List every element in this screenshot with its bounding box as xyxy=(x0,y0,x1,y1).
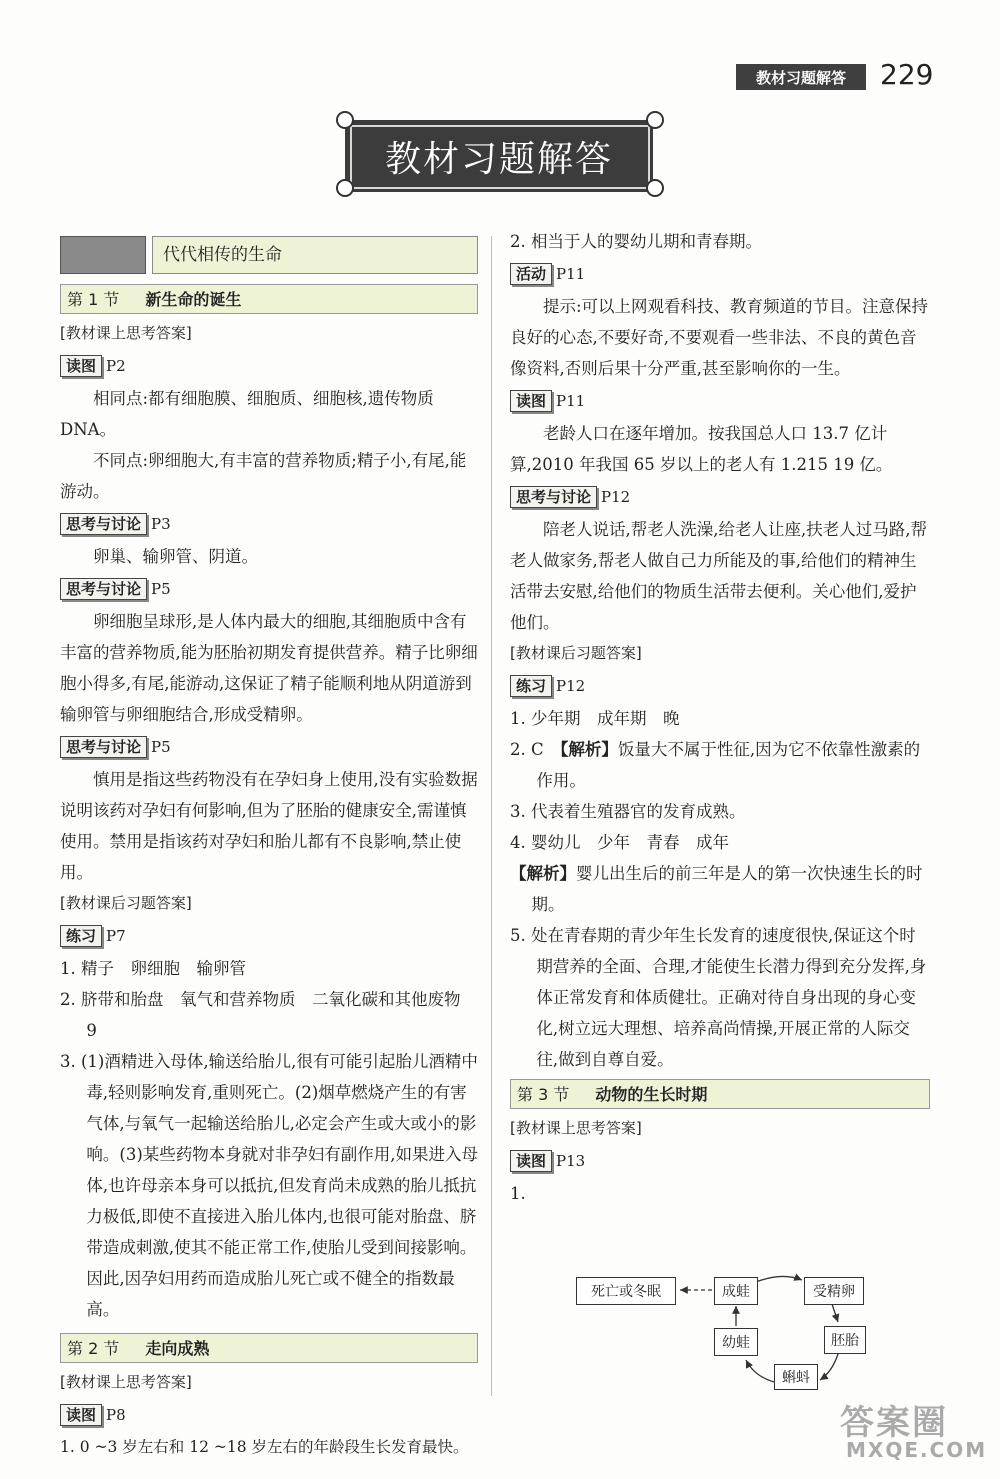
section-number: 第 1 节 xyxy=(67,289,120,309)
analysis-text: 婴儿出生后的前三年是人的第一次快速生长的时期。 xyxy=(531,864,923,914)
answer-text: 2. 相当于人的婴幼儿期和青春期。 xyxy=(510,232,762,251)
page-number: 229 xyxy=(880,58,934,91)
exercise-item xyxy=(510,858,930,920)
arrow xyxy=(832,1304,838,1322)
title-corner-dot xyxy=(646,179,664,197)
answer-text: 提示:可以上网观看科技、教育频道的节目。注意保持良好的心态,不要好奇,不要观看一些非法、不良的黄色音像资料,否则后果十分严重,甚至影响你的一生。 xyxy=(510,297,929,378)
node-adult-frog: 成蛙 xyxy=(714,1277,758,1305)
arrow xyxy=(746,1360,774,1382)
section-name: 走向成熟 xyxy=(145,1338,210,1358)
answer-text: 卵巢、输卵管、阴道。 xyxy=(93,547,258,566)
page-ref: P3 xyxy=(151,515,171,533)
node-tadpole: 蝌蚪 xyxy=(774,1364,818,1390)
page-ref: P11 xyxy=(556,265,586,283)
exercise-item: 1. xyxy=(510,1184,526,1203)
exercise-item: 2. 脐带和胎盘 氧气和营养物质 二氧化碳和其他废物 9 xyxy=(60,990,477,1040)
arrow xyxy=(756,1276,802,1282)
chapter-banner xyxy=(60,236,478,274)
read-tag: 读图 xyxy=(510,1150,552,1172)
watermark-logo: 答案圈 xyxy=(840,1403,948,1443)
answer-text: 不同点:卵细胞大,有丰富的营养物质;精子小,有尾,能游动。 xyxy=(60,451,467,501)
section-number: 第 2 节 xyxy=(67,1338,120,1358)
page-ref: P12 xyxy=(601,488,631,506)
node-juvenile-frog: 幼蛙 xyxy=(714,1328,758,1356)
think-tag: 思考与讨论 xyxy=(60,513,147,535)
exercise-item: 3. (1)酒精进入母体,输送给胎儿,很有可能引起胎儿酒精中毒,轻则影响发育,重则死亡。(2)烟草燃烧产生的有害气体,与氧气一起输送给胎儿,必定会产生或大或小的影响。(3)某些药物本身就对非孕妇有副作用,如果进入母体,也许母亲本身可以抵抗,但发育尚未成熟的胎儿抵抗力极低,即使不直接进入胎儿体内,也很可能对胎盘、脐带造成刺激,使其不能正常工作,使胎儿受到间接影响。因此,因孕妇用药而造成胎儿死亡或不健全的指数最高。 xyxy=(60,1052,479,1319)
exercise-item: 1. 少年期 成年期 晚 xyxy=(510,709,680,728)
chapter-label-box xyxy=(60,236,146,274)
analysis-label: 【解析】 xyxy=(510,864,576,883)
subheading: [教材课上思考答案] xyxy=(60,1373,192,1391)
page-ref: P11 xyxy=(556,392,586,410)
think-tag: 思考与讨论 xyxy=(60,736,147,758)
page-ref: P7 xyxy=(106,927,126,945)
title-corner-dot xyxy=(336,179,354,197)
title-corner-dot xyxy=(646,111,664,129)
section-name: 动物的生长时期 xyxy=(595,1084,708,1104)
practice-tag: 练习 xyxy=(510,675,552,697)
analysis-label: 【解析】 xyxy=(560,740,618,759)
answer-text: 慎用是指这些药物没有在孕妇身上使用,没有实验数据说明该药对孕妇有何影响,但为了胚胎的健康安全,需谨慎使用。禁用是指该药对孕妇和胎儿都有不良影响,禁止使用。 xyxy=(60,770,478,882)
section-header xyxy=(510,1079,930,1109)
column-divider xyxy=(491,236,492,1396)
answer-text: 老龄人口在逐年增加。按我国总人口 13.7 亿计算,2010 年我国 65 岁以上的老人有 1.215 19 亿。 xyxy=(510,424,893,474)
exercise-item: 1. 精子 卵细胞 输卵管 xyxy=(60,959,246,978)
answer-text: 卵细胞呈球形,是人体内最大的细胞,其细胞质中含有丰富的营养物质,能为胚胎初期发育提供营养。精子比卵细胞小得多,有尾,能游动,这保证了精子能顺利地从阴道游到输卵管与卵细胞结合,形成受精卵。 xyxy=(60,612,478,724)
answer-text: 1. 0 ~3 岁左右和 12 ~18 岁左右的年龄段生长发育最快。 xyxy=(60,1438,469,1456)
subheading: [教材课后习题答案] xyxy=(60,894,192,912)
section-number: 第 3 节 xyxy=(517,1084,570,1104)
page-ref: P2 xyxy=(106,357,126,375)
exercise-item xyxy=(510,734,930,796)
node-fertilized-egg: 受精卵 xyxy=(804,1277,864,1305)
exercise-item: 4. 婴幼儿 少年 青春 成年 xyxy=(510,833,729,852)
exercise-answer: 2. C xyxy=(510,740,544,759)
chapter-title: 代代相传的生命 xyxy=(152,236,478,274)
read-tag: 读图 xyxy=(510,390,552,412)
practice-tag: 练习 xyxy=(60,925,102,947)
think-tag: 思考与讨论 xyxy=(60,578,147,600)
title-corner-dot xyxy=(336,111,354,129)
watermark-url: MXQE.COM xyxy=(846,1438,988,1462)
activity-tag: 活动 xyxy=(510,263,552,285)
exercise-item: 5. 处在青春期的青少年生长发育的速度很快,保证这个时期营养的全面、合理,才能使生长潜力得到充分发挥,身体正常发育和体质健壮。正确对待自身出现的身心变化,树立远大理想、培养高尚情操,开展正常的人际交往,做到自尊自爱。 xyxy=(510,926,927,1069)
arrow xyxy=(820,1354,838,1380)
read-tag: 读图 xyxy=(60,1404,102,1426)
page-ref: P12 xyxy=(556,677,586,695)
answer-text: 相同点:都有细胞膜、细胞质、细胞核,遗传物质 DNA。 xyxy=(60,389,434,439)
section-header xyxy=(60,1333,478,1363)
think-tag: 思考与讨论 xyxy=(510,486,597,508)
node-embryo: 胚胎 xyxy=(824,1326,866,1354)
node-death-or-hibernation: 死亡或冬眠 xyxy=(576,1277,676,1305)
right-column xyxy=(510,226,930,1209)
answer-text: 陪老人说话,帮老人洗澡,给老人让座,扶老人过马路,帮老人做家务,帮老人做自己力所能及的事,给他们的精神生活带去安慰,给他们的物质生活带去便利。关心他们,爱护他们。 xyxy=(510,520,927,632)
section-header xyxy=(60,284,478,314)
left-column xyxy=(60,236,478,1463)
subheading: [教材课后习题答案] xyxy=(510,644,642,662)
subheading: [教材课上思考答案] xyxy=(510,1119,642,1137)
exercise-item: 3. 代表着生殖器官的发育成熟。 xyxy=(510,802,746,821)
page-ref: P5 xyxy=(151,580,171,598)
subheading: [教材课上思考答案] xyxy=(60,324,192,342)
page-ref: P5 xyxy=(151,738,171,756)
analysis-text: 饭量大不属于性征,因为它不依靠性激素的作用。 xyxy=(536,740,921,790)
read-tag: 读图 xyxy=(60,355,102,377)
header-tab: 教材习题解答 xyxy=(736,64,866,90)
page-ref: P8 xyxy=(106,1406,126,1424)
frog-lifecycle-diagram xyxy=(570,1272,870,1392)
page-ref: P13 xyxy=(556,1152,586,1170)
page-title: 教材习题解答 xyxy=(345,120,653,192)
section-name: 新生命的诞生 xyxy=(145,289,242,309)
